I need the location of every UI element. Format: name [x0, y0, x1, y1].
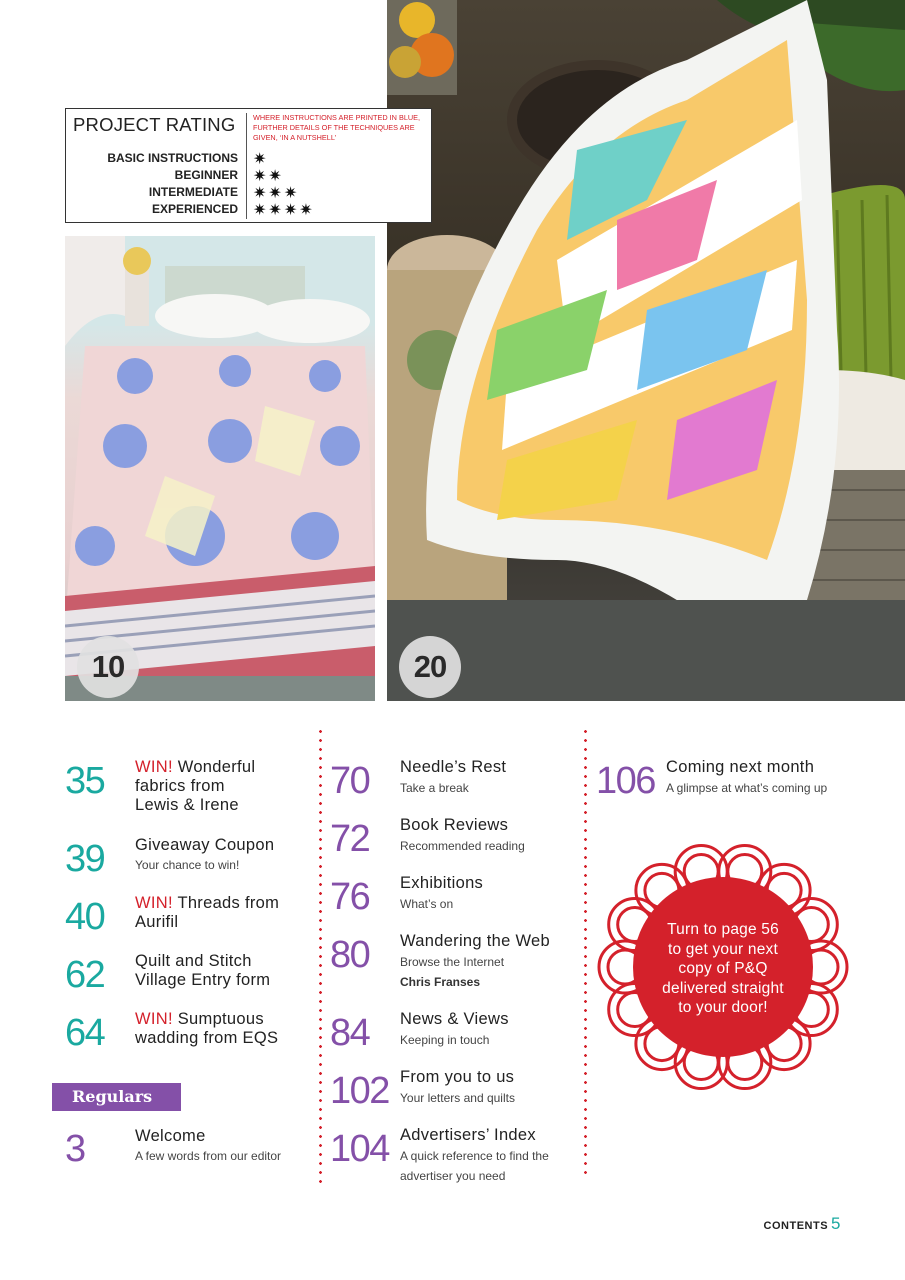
rating-row-intermediate — [66, 185, 246, 202]
entry-page-number: 76 — [330, 876, 370, 918]
entry-title: Coming next month — [666, 758, 815, 776]
entry-title: News & Views — [400, 1010, 509, 1028]
entry-author: Chris Franses — [400, 975, 481, 989]
project-rating-box — [65, 108, 432, 223]
star-rating-icon: ✷ — [253, 151, 269, 168]
entry-title-text: Wonderful — [172, 758, 256, 776]
rating-note: WHERE INSTRUCTIONS ARE PRINTED IN BLUE, FURTHER DETAILS OF THE TECHNIQUES ARE GIVEN, ‘IN A NUTSHELL’ — [253, 113, 421, 142]
entry-title: From you to us — [400, 1068, 515, 1086]
bed-quilt-illustration — [65, 236, 375, 701]
entry-page-number: 35 — [65, 760, 105, 802]
footer-label: CONTENTS — [763, 1220, 829, 1232]
entry-page-number: 39 — [65, 838, 105, 880]
page-number-badge-20: 20 — [399, 636, 461, 698]
rating-divider — [246, 113, 247, 219]
entry-page-number: 84 — [330, 1012, 370, 1054]
entry-title: Lewis & Irene — [135, 796, 239, 814]
entry-title: Advertisers’ Index — [400, 1126, 536, 1144]
star-rating-icon: ✷✷✷✷ — [253, 202, 315, 219]
entry-title — [135, 1010, 264, 1030]
entry-subtitle: What’s on — [400, 897, 454, 911]
entry-title-text: Sumptuous — [172, 1010, 264, 1028]
entry-title: Aurifil — [135, 913, 179, 931]
entry-title: wadding from EQS — [135, 1029, 279, 1047]
entry-page-number: 104 — [330, 1128, 389, 1170]
entry-title: Quilt and Stitch — [135, 952, 252, 970]
promo-line: delivered straight — [662, 979, 784, 997]
entry-title: Wandering the Web — [400, 932, 551, 950]
section-label-regulars: Regulars — [52, 1083, 181, 1111]
entry-page-number: 64 — [65, 1012, 105, 1054]
entry-page-number: 3 — [65, 1128, 85, 1170]
entry-subtitle: Your letters and quilts — [400, 1091, 515, 1105]
entry-subtitle: Recommended reading — [400, 839, 525, 853]
win-label: WIN! — [135, 1010, 173, 1028]
entry-title: fabrics from — [135, 777, 225, 795]
entry-title: Book Reviews — [400, 816, 509, 834]
entry-subtitle: A quick reference to find the — [400, 1149, 549, 1163]
entry-title-text: Threads from — [172, 894, 280, 912]
entry-subtitle: advertiser you need — [400, 1169, 506, 1183]
entry-subtitle: Your chance to win! — [135, 858, 240, 872]
rating-label: EXPERIENCED — [151, 202, 238, 216]
entry-page-number: 72 — [330, 818, 370, 860]
entry-subtitle: A few words from our editor — [135, 1149, 282, 1163]
promo-line: copy of P&Q — [678, 960, 768, 977]
page-number-badge-10: 10 — [77, 636, 139, 698]
entry-title: Giveaway Coupon — [135, 836, 275, 854]
entry-title: Village Entry form — [135, 971, 271, 989]
entry-page-number: 40 — [65, 896, 105, 938]
rating-title: PROJECT RATING — [73, 114, 236, 135]
rating-label: BEGINNER — [174, 168, 238, 182]
win-label: WIN! — [135, 758, 173, 776]
entry-page-number: 62 — [65, 954, 105, 996]
win-label: WIN! — [135, 894, 173, 912]
rating-row-beginner — [66, 168, 246, 185]
promo-line: Turn to page 56 — [667, 921, 779, 938]
photo-bed-quilt — [65, 236, 375, 701]
page-footer — [764, 1214, 841, 1234]
promo-line: to your door! — [678, 999, 768, 1016]
entry-subtitle: Keeping in touch — [400, 1033, 490, 1047]
entry-subtitle: A glimpse at what’s coming up — [666, 781, 828, 795]
entry-subtitle: Browse the Internet — [400, 955, 505, 969]
entry-title: Needle’s Rest — [400, 758, 507, 776]
entry-subtitle: Take a break — [400, 781, 469, 795]
entry-page-number: 102 — [330, 1070, 389, 1112]
footer-page-number: 5 — [831, 1214, 841, 1233]
entry-title — [135, 894, 279, 914]
rating-label: BASIC INSTRUCTIONS — [107, 151, 238, 165]
star-rating-icon: ✷✷ — [253, 168, 284, 185]
dotted-divider — [584, 727, 587, 1177]
promo-line: to get your next — [667, 940, 779, 958]
entry-page-number: 80 — [330, 934, 370, 976]
rating-label: INTERMEDIATE — [148, 185, 238, 199]
entry-title: Exhibitions — [400, 874, 484, 892]
rating-row-basic — [66, 151, 246, 168]
entry-title: Welcome — [135, 1127, 206, 1145]
dotted-divider — [319, 727, 322, 1187]
promo-text — [646, 920, 800, 1018]
entry-page-number: 106 — [596, 760, 655, 802]
photo-quilt-chair — [387, 0, 905, 701]
quilt-chair-illustration — [387, 0, 905, 701]
rating-row-experienced — [66, 202, 246, 219]
star-rating-icon: ✷✷✷ — [253, 185, 300, 202]
entry-page-number: 70 — [330, 760, 370, 802]
entry-title — [135, 758, 255, 778]
